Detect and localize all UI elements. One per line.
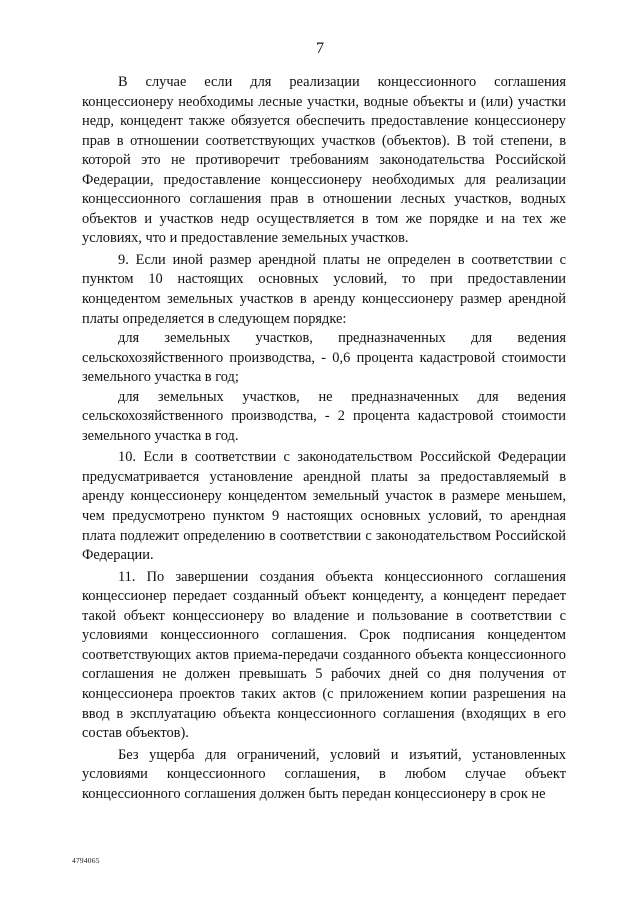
paragraph-non-agricultural-land: для земельных участков, не предназначенных для ведения сельскохозяйственного производства, - 2 процента кадастровой стоимости земельного участка в год. [82, 388, 566, 444]
document-body [82, 73, 566, 804]
paragraph-item-10-rent-law: 10. Если в соответствии с законодательством Российской Федерации предусматривается установление арендной платы за предоставляемый в аренду концессионеру концедентом земельный участок в размере меньшем, чем предусмотрено пунктом 9 настоящих основных условий, то арендная плата подлежит определению в соответствии с законодательством Российской Федерации. [82, 449, 566, 564]
paragraph-item-11-transfer: 11. По завершении создания объекта концессионного соглашения концессионер передает созданный объект концеденту, а концедент передает такой объект концессионеру во владение и пользование в соответствии с условиями концессионного соглашения. Срок подписания концедентом соответствующих актов приема-передачи созданного объекта концессионного соглашения не должен превышать 5 рабочих дней со дня получения от концессионера проектов таких актов (с приложением копии разрешения на ввод в эксплуатацию объекта концессионного соглашения (входящих в его состав объектов). [82, 568, 566, 742]
paragraph-forest-water-subsoil: В случае если для реализации концессионного соглашения концессионеру необходимы лесные участки, водные объекты и (или) участки недр, концедент также обязуется обеспечить предоставление концессионеру прав в отношении соответствующих участков (объектов). В той степени, в которой это не противоречит требованиям законодательства Российской Федерации, предоставление концессионеру необходимых для реализации концессионного соглашения прав в отношении лесных участков, водных объектов и участков недр осуществляется в том же порядке и на тех же условиях, что и предоставление земельных участков. [82, 74, 566, 247]
page-number: 7 [316, 40, 324, 57]
document-code: 4794065 [72, 856, 100, 865]
paragraph-transfer-term: Без ущерба для ограничений, условий и изъятий, установленных условиями концессионного соглашения, в любом случае объект концессионного соглашения должен быть передан концессионеру в срок не [82, 746, 566, 802]
paragraph-item-9-rent: 9. Если иной размер арендной платы не определен в соответствии с пунктом 10 настоящих основных условий, то при предоставлении концедентом земельных участков в аренду концессионеру размер арендной платы определяется в следующем порядке: [82, 251, 566, 327]
paragraph-agricultural-land: для земельных участков, предназначенных для ведения сельскохозяйственного производства, - 0,6 процента кадастровой стоимости земельного участка в год; [82, 330, 566, 386]
